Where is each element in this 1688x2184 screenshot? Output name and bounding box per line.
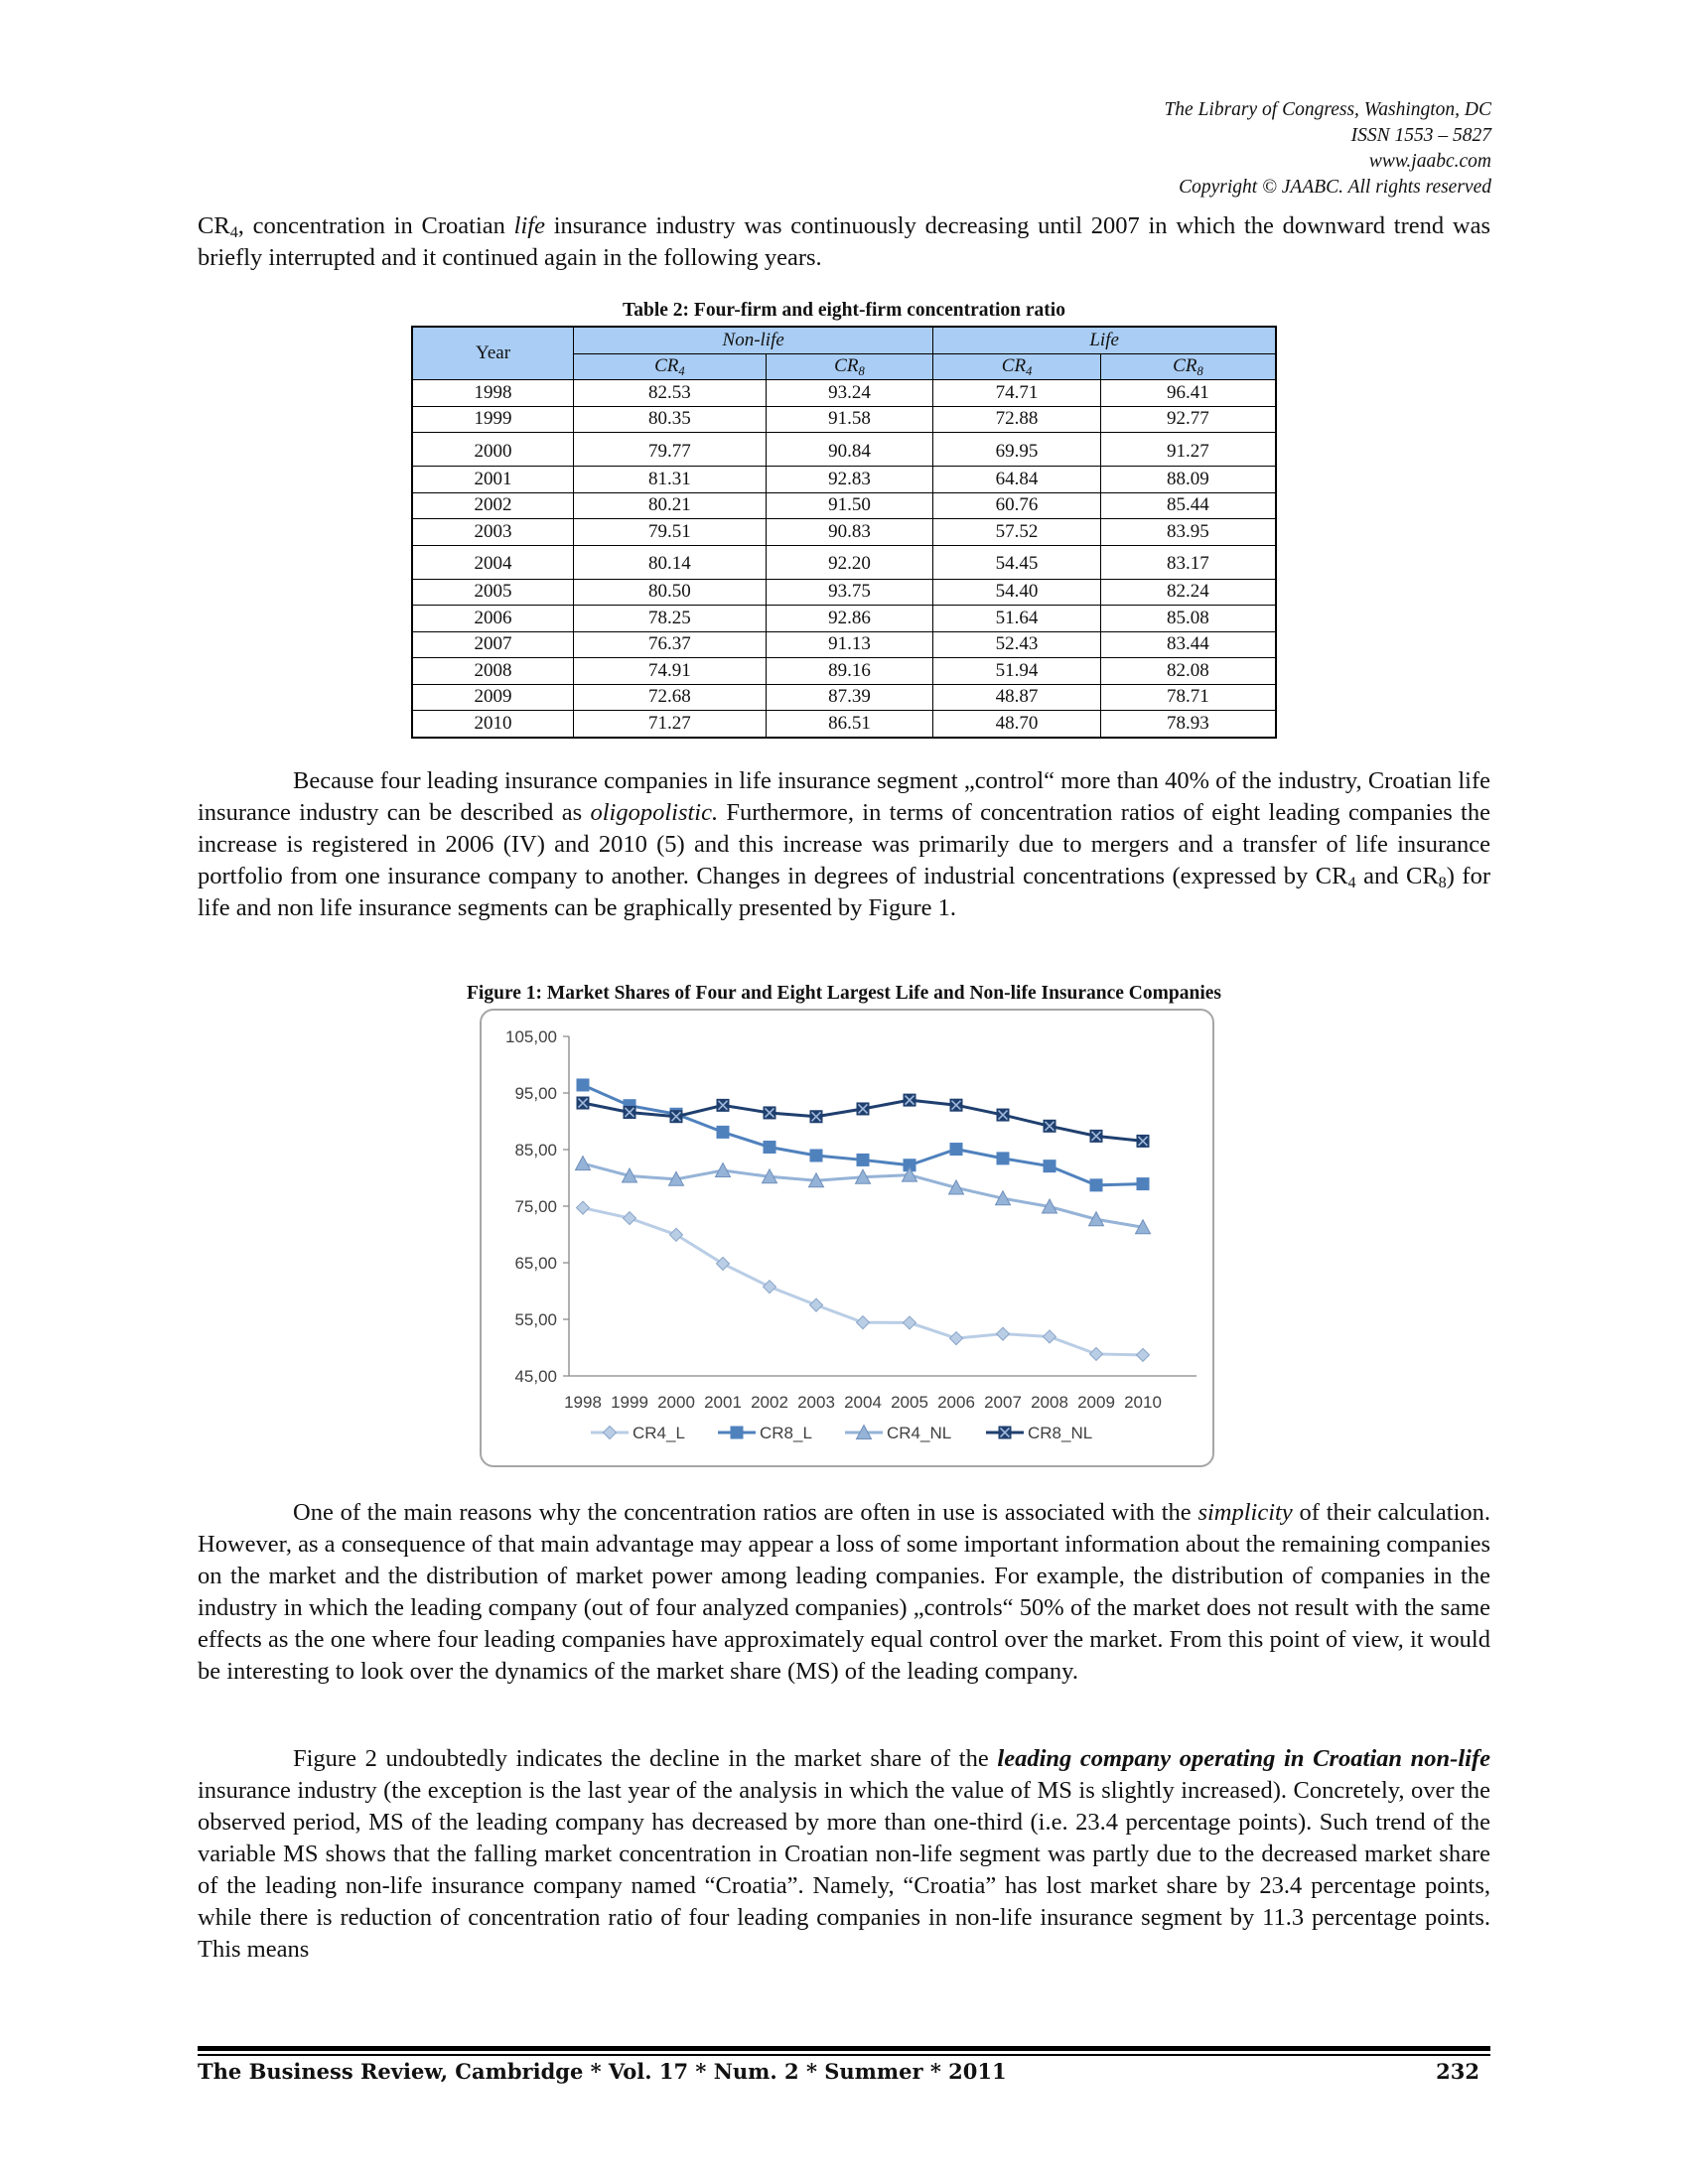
year-cell: 2007 [412,631,574,658]
value-cell: 60.76 [933,492,1101,519]
table-row [412,606,1276,632]
text-bold-italic: leading company operating in Croatian non-life [997,1745,1490,1772]
value-cell: 91.27 [1100,433,1276,467]
col-header-cr4: $CR_4$ [574,353,767,380]
text: and CR [1355,863,1439,889]
value-cell: 89.16 [766,658,933,685]
value-cell: 80.21 [574,492,767,519]
data-point-cr4-l [810,1298,823,1311]
data-point-cr4-l [950,1332,963,1345]
header-line: ISSN 1553 – 5827 [1350,125,1491,146]
value-cell: 83.17 [1100,545,1276,579]
table-row [412,684,1276,711]
text: of their calculation. However, as a consequence of that main advantage may appear a loss of some important information about the remaining companies on the market and the distribution of market power among leading companies. For example, the distribution of companies in the industry in which the leading company (out of four analyzed companies) „controls“ 50% of the market does not result with the same effects as the one where four leading companies have approximately equal control over the market. From this point of view, it would be interesting to look over the dynamics of the market share (MS) of the leading company. [198,1499,1491,1685]
text: Because four leading insurance companies in life insurance segment „control“ more than 40% of the industry, Croatian life insurance industry can be described as [198,767,1490,826]
table-row [412,467,1276,493]
x-tick-label: 2009 [1077,1393,1115,1412]
value-cell: 80.14 [574,545,767,579]
value-cell: 91.13 [766,631,933,658]
value-cell: 81.31 [574,467,767,493]
legend-marker-cr4-l [604,1427,617,1439]
legend-label-cr8-nl: CR8_NL [1028,1424,1093,1442]
value-cell: 83.95 [1100,519,1276,546]
data-point-cr4-l [1090,1347,1103,1360]
data-point-cr4-l [857,1316,870,1329]
data-point-cr4-l [624,1212,636,1225]
x-tick-label: 2002 [751,1393,788,1412]
year-cell: 2009 [412,684,574,711]
table-row [412,658,1276,685]
footer-rule [198,2054,1490,2056]
value-cell: 92.77 [1100,406,1276,433]
value-cell: 85.44 [1100,492,1276,519]
table-row [412,545,1276,579]
footer-journal: The Business Review, Cambridge * Vol. 17 * Num. 2 * Summer * 2011 [198,2059,1007,2084]
legend-label-cr8-l: CR8_L [760,1424,812,1442]
data-point-cr8-l [857,1154,870,1166]
x-tick-label: 2004 [844,1393,882,1412]
value-cell: 88.09 [1100,467,1276,493]
paragraph-4 [198,1743,1490,1966]
year-cell: 2000 [412,433,574,467]
table-row [412,711,1276,738]
value-cell: 64.84 [933,467,1101,493]
table-row [412,492,1276,519]
journal-header [1164,97,1491,201]
table-row [412,631,1276,658]
value-cell: 78.71 [1100,684,1276,711]
year-header: Year [412,327,574,380]
data-point-cr8-l [1137,1177,1150,1190]
value-cell: 52.43 [933,631,1101,658]
value-cell: 48.87 [933,684,1101,711]
y-tick-label: 95,00 [514,1084,557,1103]
x-tick-label: 1999 [611,1393,648,1412]
y-tick-label: 105,00 [505,1027,557,1046]
value-cell: 54.40 [933,579,1101,606]
data-point-cr8-l [810,1149,823,1161]
value-cell: 74.71 [933,380,1101,407]
value-cell: 71.27 [574,711,767,738]
value-cell: 57.52 [933,519,1101,546]
value-cell: 82.24 [1100,579,1276,606]
value-cell: 92.83 [766,467,933,493]
y-tick-label: 55,00 [514,1310,557,1329]
x-tick-label: 2003 [797,1393,835,1412]
year-cell: 1999 [412,406,574,433]
text: Figure 2 undoubtedly indicates the decline in the market share of the [293,1745,998,1772]
data-point-cr8-l [1090,1178,1103,1191]
line-chart [482,1011,1212,1465]
value-cell: 91.50 [766,492,933,519]
data-point-cr4-l [997,1327,1010,1340]
data-point-cr4-l [904,1316,916,1329]
data-point-cr4-l [1044,1330,1056,1343]
group-header-life: Life [933,327,1276,353]
paragraph-1 [198,210,1490,274]
data-point-cr8-l [1044,1160,1056,1172]
text: , concentration in Croatian [237,212,514,239]
value-cell: 91.58 [766,406,933,433]
value-cell: 79.51 [574,519,767,546]
value-cell: 83.44 [1100,631,1276,658]
value-cell: 90.84 [766,433,933,467]
year-cell: 2010 [412,711,574,738]
value-cell: 72.88 [933,406,1101,433]
table-row [412,380,1276,407]
x-tick-label: 2001 [704,1393,742,1412]
value-cell: 80.35 [574,406,767,433]
figure-caption: Figure 1: Market Shares of Four and Eight Largest Life and Non-life Insurance Companies [467,983,1221,1004]
value-cell: 82.53 [574,380,767,407]
value-cell: 93.24 [766,380,933,407]
y-tick-label: 75,00 [514,1197,557,1216]
page-number: 232 [1436,2059,1479,2084]
value-cell: 87.39 [766,684,933,711]
value-cell: 78.25 [574,606,767,632]
value-cell: 72.68 [574,684,767,711]
paragraph-2 [198,765,1490,924]
concentration-table [411,326,1277,739]
value-cell: 78.93 [1100,711,1276,738]
chart-frame [480,1009,1214,1467]
value-cell: 48.70 [933,711,1101,738]
header-line: www.jaabc.com [1368,151,1491,172]
y-tick-label: 45,00 [514,1367,557,1386]
y-tick-label: 65,00 [514,1254,557,1273]
value-cell: 92.86 [766,606,933,632]
col-header-cr8: $CR_8$ [766,353,933,380]
subscript: 4 [229,224,238,241]
col-header-cr8: $CR_8$ [1100,353,1276,380]
data-point-cr4-l [577,1201,590,1214]
value-cell: 79.77 [574,433,767,467]
year-cell: 2003 [412,519,574,546]
x-tick-label: 2006 [937,1393,975,1412]
paragraph-3 [198,1497,1490,1688]
value-cell: 54.45 [933,545,1101,579]
header-line: The Library of Congress, Washington, DC [1164,99,1491,120]
data-point-cr4-nl [576,1157,591,1170]
value-cell: 76.37 [574,631,767,658]
text: ) for life and non life insurance segments can be graphically presented by Figure 1. [198,863,1490,921]
subscript: 8 [1438,875,1447,891]
value-cell: 85.08 [1100,606,1276,632]
year-cell: 2002 [412,492,574,519]
year-cell: 2008 [412,658,574,685]
value-cell: 90.83 [766,519,933,546]
year-cell: 2005 [412,579,574,606]
table-row [412,406,1276,433]
legend-label-cr4-l: CR4_L [633,1424,685,1442]
legend-marker-cr8-l [731,1427,744,1439]
value-cell: 86.51 [766,711,933,738]
x-tick-label: 2005 [891,1393,928,1412]
group-header-nonlife: Non-life [574,327,933,353]
table-row [412,433,1276,467]
year-cell: 2004 [412,545,574,579]
data-point-cr8-l [950,1143,963,1156]
legend-label-cr4-nl: CR4_NL [887,1424,952,1442]
col-header-cr4: $CR_4$ [933,353,1101,380]
text-italic: simplicity [1197,1499,1293,1526]
footer-rule [198,2046,1490,2051]
data-point-cr4-l [764,1281,776,1294]
value-cell: 80.50 [574,579,767,606]
subscript: 4 [1347,875,1356,891]
series-line-cr4-l [583,1208,1143,1355]
value-cell: 74.91 [574,658,767,685]
value-cell: 51.94 [933,658,1101,685]
year-cell: 2001 [412,467,574,493]
text: One of the main reasons why the concentration ratios are often in use is associated with the [293,1499,1198,1526]
value-cell: 93.75 [766,579,933,606]
x-tick-label: 2008 [1031,1393,1068,1412]
data-point-cr8-l [997,1152,1010,1164]
data-point-cr8-l [577,1078,590,1091]
table-row [412,519,1276,546]
data-point-cr8-l [717,1126,730,1139]
x-tick-label: 2000 [657,1393,695,1412]
year-cell: 1998 [412,380,574,407]
text: CR [198,212,230,239]
year-cell: 2006 [412,606,574,632]
value-cell: 69.95 [933,433,1101,467]
value-cell: 82.08 [1100,658,1276,685]
table-body [412,380,1276,738]
text-italic: oligopolistic. [590,799,719,826]
x-tick-label: 1998 [564,1393,602,1412]
text: insurance industry (the exception is the last year of the analysis in which the value of MS is slightly increased). Concretely, over the observed period, MS of the leading company has decreased by more than one-third (i.e. 23.4 percentage points). Such trend of the variable MS shows that the falling market concentration in Croatian non-life segment was partly due to the decreased market share of the leading non-life insurance company named “Croatia”. Namely, “Croatia” has lost market share by 23.4 percentage points, while there is reduction of concentration ratio of four leading companies in non-life insurance segment by 11.3 percentage points. This means [198,1777,1490,1963]
table-caption: Table 2: Four-firm and eight-firm concentration ratio [623,300,1065,321]
table-row [412,579,1276,606]
text: Furthermore, in terms of concentration ratios of eight leading companies the increase is registered in 2006 (IV) and 2010 (5) and this increase was primarily due to mergers and a transfer of life insurance portfolio from one insurance company to another. Changes in degrees of industrial concentrations (expressed by CR [198,799,1490,889]
x-tick-label: 2010 [1124,1393,1162,1412]
y-tick-label: 85,00 [514,1141,557,1160]
header-line: Copyright © JAABC. All rights reserved [1179,177,1491,198]
text-italic: life [513,212,545,239]
text: insurance industry was continuously decreasing until 2007 in which the downward trend was briefly interrupted and it continued again in the following years. [198,212,1490,271]
data-point-cr8-l [764,1141,776,1154]
value-cell: 96.41 [1100,380,1276,407]
data-point-cr4-l [1137,1348,1150,1361]
value-cell: 92.20 [766,545,933,579]
x-tick-label: 2007 [984,1393,1022,1412]
value-cell: 51.64 [933,606,1101,632]
